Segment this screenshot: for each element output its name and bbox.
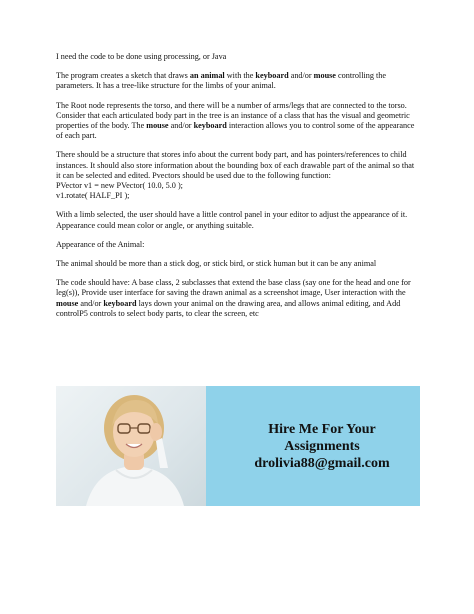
- advertisement-banner: [56, 386, 420, 506]
- intro-paragraph: I need the code to be done using processing, or Java: [56, 52, 227, 61]
- promo-panel: [206, 386, 420, 506]
- promo-headline-2: Assignments: [284, 438, 360, 454]
- paragraph-program-description: The program creates a sketch that draws an animal with the keyboard and/or mouse controlling the parameters. It has a tree-like structure for the limbs of your animal.: [56, 71, 386, 91]
- section-heading: Appearance of the Animal:: [56, 239, 145, 249]
- paragraph-root-node: The Root node represents the torso, and there will be a number of arms/legs that are connected to the torso. Consider that each articulated body part in the tree is an instance of a class that has the visual and geometric properties of the body. The mouse and/or keyboard interaction allows you to control some of the appearance of each part.: [56, 100, 415, 141]
- woman-photo: [56, 386, 206, 506]
- woman-illustration: [56, 386, 206, 506]
- code-line-2: v1.rotate( HALF_PI );: [56, 191, 130, 201]
- paragraph-animal: The animal should be more than a stick dog, or stick bird, or stick human but it can be any animal: [56, 259, 377, 269]
- code-line-1: PVector v1 = new PVector( 10.0, 5.0 );: [56, 181, 183, 191]
- promo-headline-1: Hire Me For Your: [268, 421, 376, 437]
- paragraph-requirements: The code should have: A base class, 2 subclasses that extend the base class (say one for the head and one for leg(s)), Provide user interface for saving the drawn animal as a screenshot image, User interaction with the mouse and/or keyboard lays down your animal on the drawing area, and allows animal editing, and Add controlP5 controls to select body parts, to clear the screen, etc: [56, 278, 411, 318]
- paragraph-structure: There should be a structure that stores info about the current body part, and has pointers/references to child instances. It should also store information about the bounding box of each drawable part of the animal so that it can be selected and edited. Pvectors should be used due to the following function: PVector v1 = new PVector( 10.0, 5.0 ); v1.rotate( HALF_PI );: [56, 150, 420, 201]
- promo-email[interactable]: drolivia88@gmail.com: [254, 455, 390, 471]
- paragraph-control-panel: With a limb selected, the user should have a little control panel in your editor to adjust the appearance of it. Appearance could mean color or angle, or anything suitable.: [56, 210, 408, 230]
